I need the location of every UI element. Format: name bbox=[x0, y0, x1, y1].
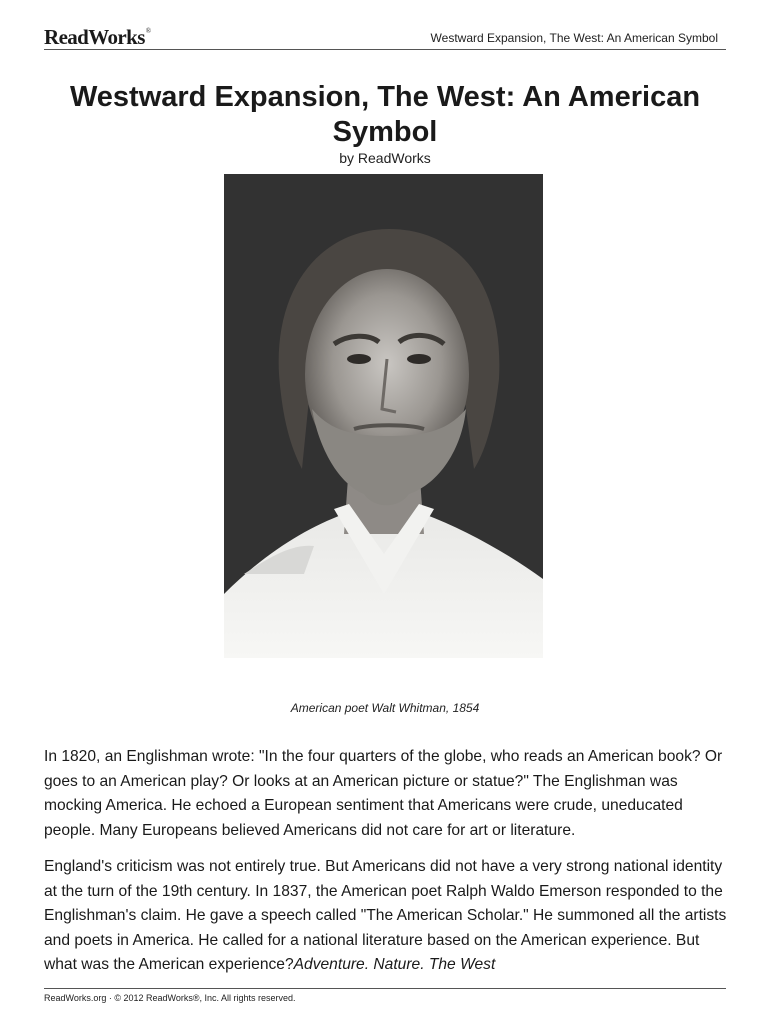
article-title: Westward Expansion, The West: An American Symbol bbox=[69, 81, 701, 148]
article-body bbox=[44, 745, 729, 990]
byline: by ReadWorks bbox=[339, 150, 431, 166]
copyright-footer: ReadWorks.org · © 2012 ReadWorks®, Inc. All rights reserved. bbox=[44, 993, 296, 1003]
portrait-photo bbox=[224, 174, 543, 658]
paragraph: England's criticism was not entirely true. But Americans did not have a very strong national identity at the turn of the 19th century. In 1837, the American poet Ralph Waldo Emerson responded to the Englishman's claim. He gave a speech called "The American Scholar." He summoned all the artists and poets in America. He called for a national literature based on the American experience. But what was the American experience?Adventure. Nature. The West bbox=[44, 858, 727, 973]
readworks-logo: ReadWorks® bbox=[44, 25, 151, 49]
image-caption: American poet Walt Whitman, 1854 bbox=[290, 701, 480, 715]
footer-divider bbox=[44, 988, 726, 989]
italic-phrase: Adventure. Nature. The West bbox=[293, 956, 496, 973]
header-divider bbox=[44, 49, 726, 50]
running-header-title: Westward Expansion, The West: An American Symbol bbox=[430, 31, 718, 45]
paragraph: In 1820, an Englishman wrote: "In the four quarters of the globe, who reads an American book? Or goes to an American play? Or looks at an American picture or statue?" The Englishman was mocking America. He echoed a European sentiment that Americans were crude, uneducated people. Many Europeans believed Americans did not care for art or literature. bbox=[44, 748, 723, 839]
